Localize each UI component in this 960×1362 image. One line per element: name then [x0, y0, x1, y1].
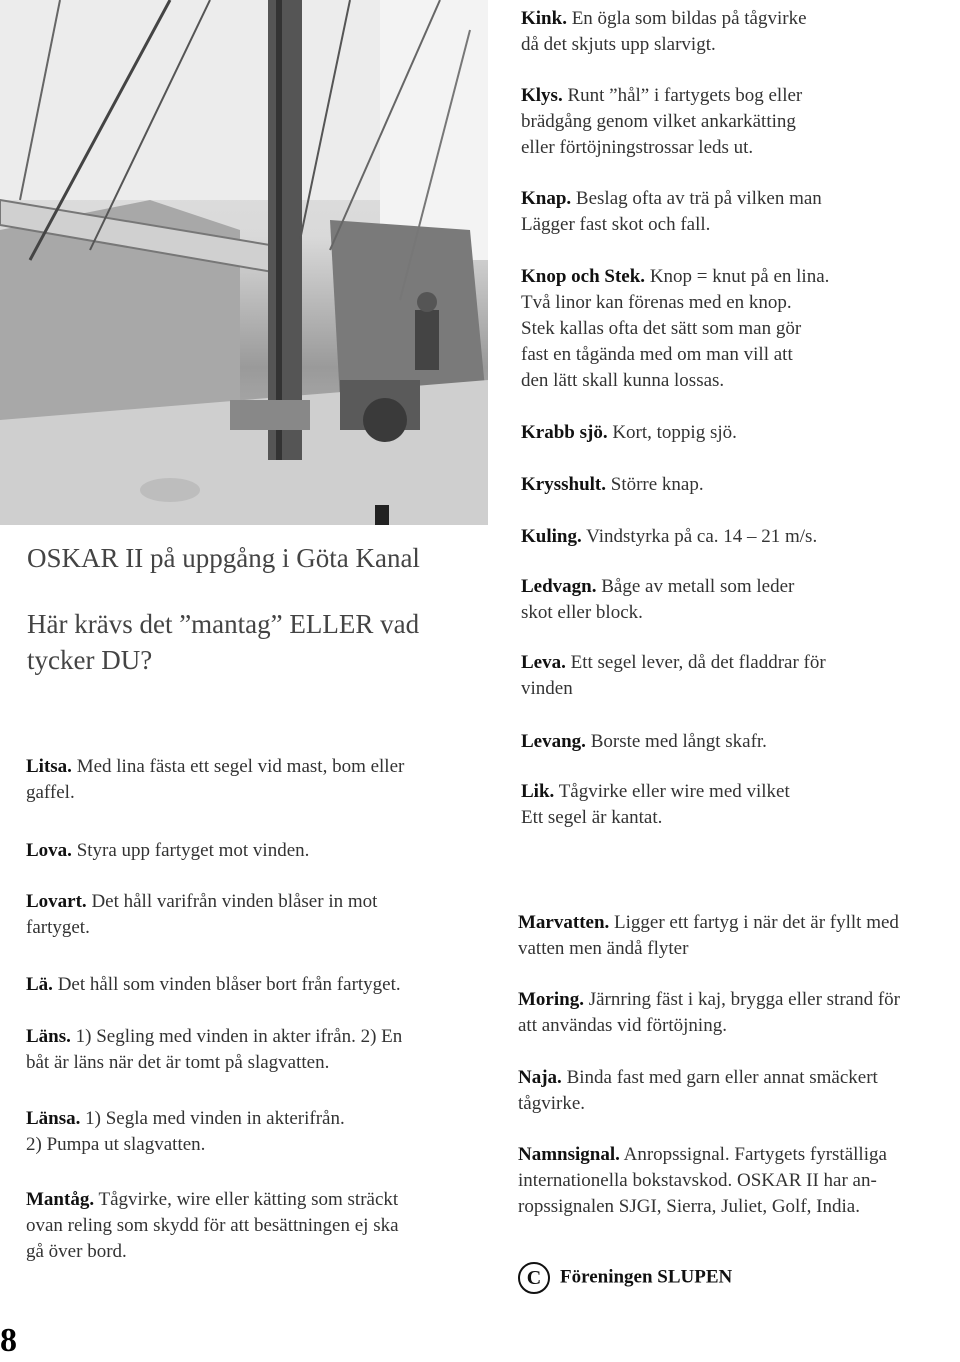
entry-lova: Lova. Styra upp fartyget mot vinden. — [26, 840, 310, 861]
entry-krabb-sjo: Krabb sjö. Kort, toppig sjö. — [521, 422, 737, 443]
entry-knop-och-stek: Knop och Stek. Knop = knut på en lina. Två linor kan förenas med en knop. Stek kallas ofta det sätt som man gör fast en tågända med om man vill att den lätt skall kunna lossas. — [521, 266, 830, 391]
term: Lä. — [26, 974, 53, 995]
entry-levang: Levang. Borste med långt skafr. — [521, 731, 767, 752]
caption-line-1: OSKAR II på uppgång i Göta Kanal — [27, 543, 420, 573]
entry-ledvagn: Ledvagn. Båge av metall som leder skot eller block. — [521, 576, 795, 623]
term: Litsa. — [26, 756, 72, 777]
term: Krabb sjö. — [521, 422, 608, 443]
term: Lova. — [26, 840, 72, 861]
term: Kink. — [521, 8, 567, 29]
entry-lik: Lik. Tågvirke eller wire med vilket Ett segel är kantat. — [521, 781, 790, 828]
entry-knap: Knap. Beslag ofta av trä på vilken man Lägger fast skot och fall. — [521, 188, 822, 235]
ship-photo-drawing — [0, 0, 488, 525]
term: Moring. — [518, 989, 584, 1010]
page-number: 8 — [0, 1322, 17, 1359]
term: Leva. — [521, 652, 566, 673]
footer-credit — [518, 1262, 732, 1294]
entry-moring: Moring. Järnring fäst i kaj, brygga eller strand för att användas vid förtöjning. — [518, 989, 901, 1036]
caption-line-2: Här krävs det ”mantag” ELLER vad — [27, 609, 420, 639]
term: Knap. — [521, 188, 572, 209]
entry-kink: Kink. En ögla som bildas på tågvirke då det skjuts upp slarvigt. — [521, 8, 807, 55]
entry-krysshult: Krysshult. Större knap. — [521, 474, 704, 495]
term: Kuling. — [521, 526, 582, 547]
term: Läns. — [26, 1026, 71, 1047]
term: Namnsignal. — [518, 1144, 620, 1165]
term: Länsa. — [26, 1108, 81, 1129]
term: Levang. — [521, 731, 586, 752]
entry-klys: Klys. Runt ”hål” i fartygets bog eller brädgång genom vilket ankarkätting eller förtöjningstrossar leds ut. — [521, 85, 803, 158]
entry-naja: Naja. Binda fast med garn eller annat smäckert tågvirke. — [518, 1067, 878, 1114]
term: Klys. — [521, 85, 563, 106]
ship-photo — [0, 0, 488, 525]
term: Mantåg. — [26, 1189, 95, 1210]
entry-litsa: Litsa. Med lina fästa ett segel vid mast, bom eller gaffel. — [26, 756, 405, 803]
entry-kuling: Kuling. Vindstyrka på ca. 14 – 21 m/s. — [521, 526, 818, 547]
entry-lovart: Lovart. Det håll varifrån vinden blåser in mot fartyget. — [26, 891, 378, 938]
caption-line-3: tycker DU? — [27, 645, 153, 675]
term: Ledvagn. — [521, 576, 597, 597]
term: Marvatten. — [518, 912, 610, 933]
footer-text: Föreningen SLUPEN — [560, 1266, 733, 1288]
term: Lovart. — [26, 891, 87, 912]
term: Krysshult. — [521, 474, 606, 495]
entry-leva: Leva. Ett segel lever, då det fladdrar för vinden — [521, 652, 826, 699]
entry-la: Lä. Det håll som vinden blåser bort från fartyget. — [26, 974, 401, 995]
term: Knop och Stek. — [521, 266, 646, 287]
entry-mantag: Mantåg. Tågvirke, wire eller kätting som sträckt ovan reling som skydd för att besättningen ej ska gå över bord. — [26, 1189, 399, 1262]
term: Naja. — [518, 1067, 562, 1088]
entry-namnsignal: Namnsignal. Anropssignal. Fartygets fyrställiga internationella bokstavskod. OSKAR II har an- ropssignalen SJGI, Sierra, Juliet, Golf, India. — [518, 1144, 887, 1217]
term: Lik. — [521, 781, 555, 802]
entry-marvatten: Marvatten. Ligger ett fartyg i när det är fyllt med vatten men ändå flyter — [518, 912, 899, 959]
entry-lansa: Länsa. 1) Segla med vinden in akterifrån. 2) Pumpa ut slagvatten. — [26, 1108, 345, 1155]
copyright-icon: C — [518, 1262, 550, 1294]
entry-lans: Läns. 1) Segling med vinden in akter ifrån. 2) En båt är läns när det är tomt på slagvatten. — [26, 1026, 403, 1073]
